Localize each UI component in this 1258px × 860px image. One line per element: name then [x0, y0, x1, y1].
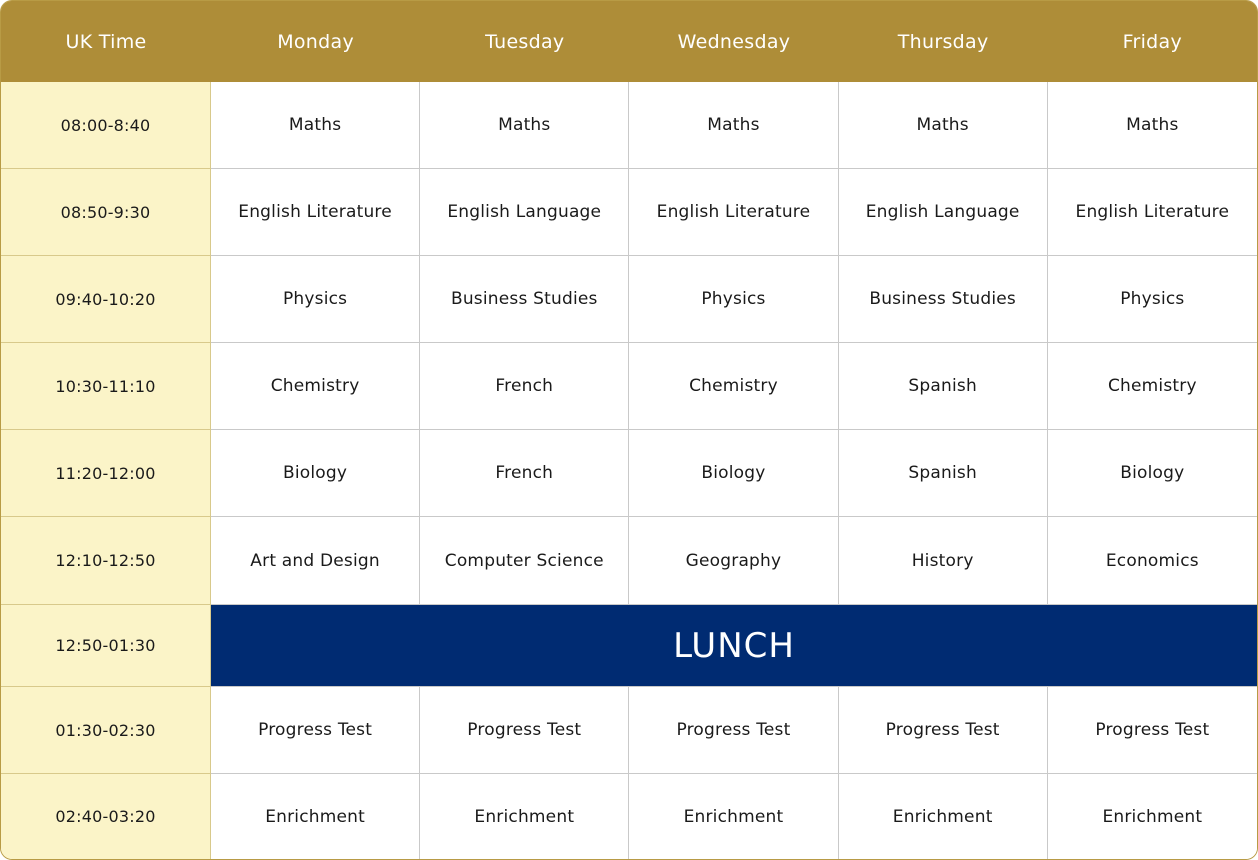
- subject-cell: Maths: [839, 82, 1048, 169]
- subject-cell: History: [839, 517, 1048, 605]
- subject-cell: Business Studies: [420, 256, 629, 343]
- header-time: UK Time: [1, 1, 211, 82]
- subject-cell: Maths: [629, 82, 838, 169]
- header-wednesday: Wednesday: [629, 1, 838, 82]
- lunch-row: [1, 605, 1257, 687]
- header-friday: Friday: [1048, 1, 1257, 82]
- subject-cell: Economics: [1048, 517, 1257, 605]
- subject-cell: English Language: [839, 169, 1048, 256]
- subject-cell: Chemistry: [1048, 343, 1257, 430]
- lunch-band: LUNCH: [211, 605, 1257, 687]
- subject-cell: Enrichment: [629, 774, 838, 859]
- subject-cell: Biology: [1048, 430, 1257, 517]
- subject-cell: Enrichment: [1048, 774, 1257, 859]
- header-row: [1, 1, 1257, 82]
- table-row: [1, 774, 1257, 859]
- subject-cell: Art and Design: [211, 517, 420, 605]
- table-row: [1, 256, 1257, 343]
- table-row: [1, 687, 1257, 774]
- subject-cell: Biology: [211, 430, 420, 517]
- subject-cell: Progress Test: [839, 687, 1048, 774]
- table-row: [1, 343, 1257, 430]
- subject-cell: Progress Test: [420, 687, 629, 774]
- subject-cell: French: [420, 430, 629, 517]
- subject-cell: Physics: [211, 256, 420, 343]
- subject-cell: Maths: [1048, 82, 1257, 169]
- subject-cell: French: [420, 343, 629, 430]
- time-cell: 12:10-12:50: [1, 517, 211, 605]
- header-monday: Monday: [211, 1, 420, 82]
- subject-cell: Progress Test: [629, 687, 838, 774]
- subject-cell: Spanish: [839, 343, 1048, 430]
- subject-cell: Enrichment: [211, 774, 420, 859]
- time-cell: 11:20-12:00: [1, 430, 211, 517]
- table-row: [1, 82, 1257, 169]
- time-cell: 02:40-03:20: [1, 774, 211, 859]
- header-tuesday: Tuesday: [420, 1, 629, 82]
- subject-cell: Biology: [629, 430, 838, 517]
- subject-cell: Progress Test: [211, 687, 420, 774]
- subject-cell: Enrichment: [839, 774, 1048, 859]
- subject-cell: Physics: [1048, 256, 1257, 343]
- subject-cell: Chemistry: [629, 343, 838, 430]
- subject-cell: Spanish: [839, 430, 1048, 517]
- time-cell: 12:50-01:30: [1, 605, 211, 687]
- subject-cell: Business Studies: [839, 256, 1048, 343]
- subject-cell: Chemistry: [211, 343, 420, 430]
- time-cell: 01:30-02:30: [1, 687, 211, 774]
- time-cell: 09:40-10:20: [1, 256, 211, 343]
- time-cell: 08:50-9:30: [1, 169, 211, 256]
- subject-cell: Computer Science: [420, 517, 629, 605]
- subject-cell: Maths: [211, 82, 420, 169]
- subject-cell: English Literature: [629, 169, 838, 256]
- subject-cell: Physics: [629, 256, 838, 343]
- subject-cell: English Literature: [1048, 169, 1257, 256]
- subject-cell: English Language: [420, 169, 629, 256]
- subject-cell: Enrichment: [420, 774, 629, 859]
- time-cell: 08:00-8:40: [1, 82, 211, 169]
- subject-cell: Maths: [420, 82, 629, 169]
- header-thursday: Thursday: [839, 1, 1048, 82]
- table-row: [1, 517, 1257, 605]
- subject-cell: English Literature: [211, 169, 420, 256]
- subject-cell: Geography: [629, 517, 838, 605]
- subject-cell: Progress Test: [1048, 687, 1257, 774]
- table-row: [1, 430, 1257, 517]
- table-row: [1, 169, 1257, 256]
- time-cell: 10:30-11:10: [1, 343, 211, 430]
